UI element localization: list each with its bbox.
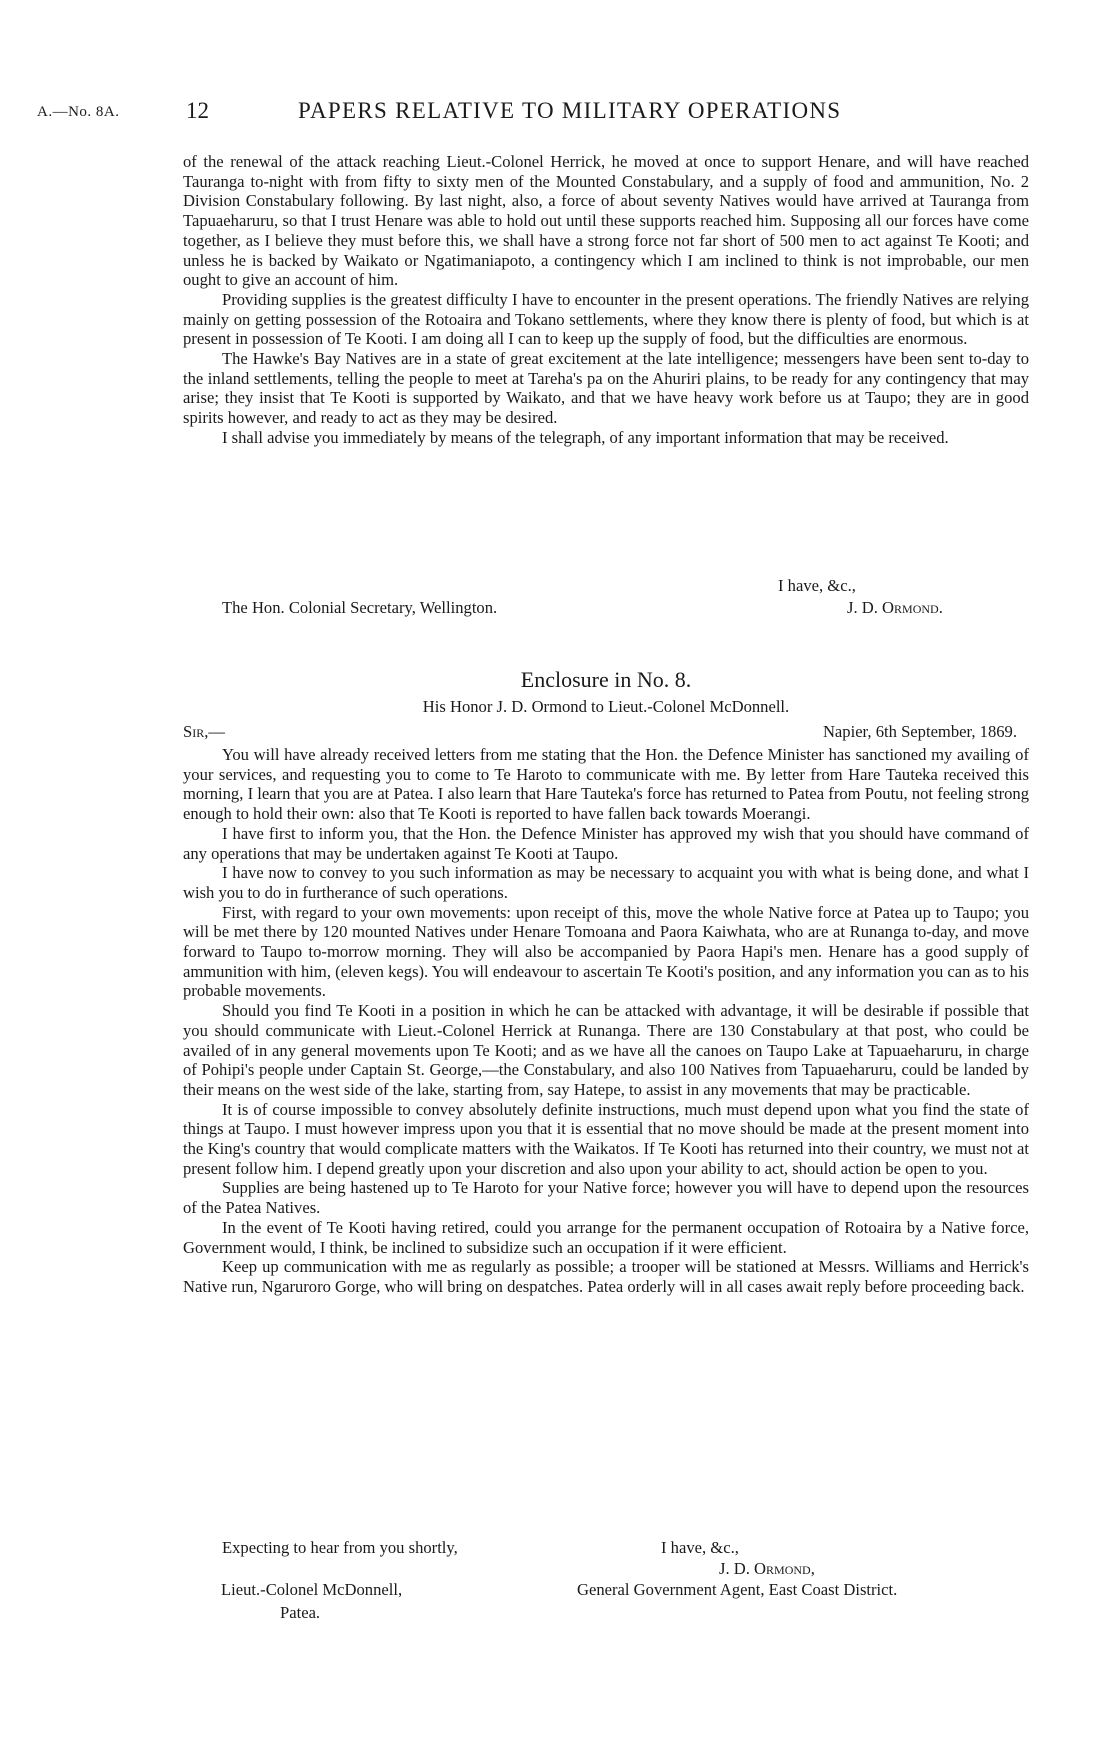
enclosure-addressee-place: Patea.: [280, 1603, 321, 1622]
enclosure-addressee-row: [183, 1580, 1029, 1600]
enclosure-heading: Enclosure in No. 8.: [520, 667, 692, 692]
salutation: Sir,—: [183, 722, 225, 741]
enclosure-addressee-name: Lieut.-Colonel McDonnell,: [221, 1580, 403, 1599]
place-date: Napier, 6th September, 1869.: [822, 722, 1017, 741]
enclosure-subheading: His Honor J. D. Ormond to Lieut.-Colonel McDonnell.: [422, 697, 790, 716]
letter-paragraph: I shall advise you immediately by means of the telegraph, of any important information that may be received.: [222, 427, 949, 447]
letter-closing-row: [183, 576, 1029, 596]
enclosure-paragraph: I have now to convey to you such information as may be necessary to acquaint you with what is being done, and what I wish you to do in furtherance of such operations.: [183, 863, 1029, 902]
enclosure-paragraph: First, with regard to your own movements: upon receipt of this, move the whole Native force at Patea up to Taupo; you will be met there by 120 mounted Natives under Henare Tomoana and Paora Kaiwhata, who are at Runanga to-day, and move forward to Taupo to-morrow morning. They will also be accompanied by Paora Hapi's men. Henare has a good supply of ammunition with him, (eleven kegs). You will endeavour to ascertain Te Kooti's position, and any information you can as to his probable movements.: [183, 902, 1029, 1001]
enclosure-signature: J. D. Ormond,: [719, 1559, 815, 1578]
page-number: 12: [186, 98, 209, 123]
enclosure-signature-row: [183, 1559, 1029, 1579]
letter-paragraph: The Hawke's Bay Natives are in a state of great excitement at the late intelligence; messengers have been sent to-day to the inland settlements, telling the people to meet at Tareha's pa on the Ahuriri plains, to be ready for any contingency that may arise; they insist that Te Kooti is supported by Waikato, and that we have heavy work before us at Taupo; they are in good spirits however, and ready to act as they may be desired.: [183, 349, 1029, 428]
letter-addressee: The Hon. Colonial Secretary, Wellington.: [222, 598, 498, 617]
enclosure-closing-row: [183, 1538, 1029, 1558]
letter-paragraph: Providing supplies is the greatest difficulty I have to encounter in the present operations. The friendly Natives are relying mainly on getting possession of the Rotoaira and Tokano settlements, where they know there is plenty of food, but which is at present in possession of Te Kooti. I am doing all I can to keep up the supply of food, but the difficulties are enormous.: [183, 289, 1029, 349]
enclosure-paragraph: Should you find Te Kooti in a position in which he can be attacked with advantage, it will be desirable if possible that you should communicate with Lieut.-Colonel Herrick at Runanga. There are 130 Constabulary at that post, who could be availed of in any general movements upon Te Kooti; and as we have all the canoes on Taupo Lake at Tapuaeharuru, in charge of Pohipi's people under Captain St. George,—the Constabulary, and also 100 Natives from Tapuaeharuru, could be landed by their means on the west side of the lake, starting from, say Hatepe, to assist in any movements that may be practicable.: [183, 1001, 1029, 1099]
salutation-row: [183, 722, 1029, 742]
page-header: [0, 98, 1114, 128]
letter-closing: I have, &c.,: [778, 576, 856, 595]
enclosure-place-row: [183, 1603, 1029, 1623]
enclosure-paragraph: I have first to inform you, that the Hon. the Defence Minister has approved my wish that you should have command of any operations that may be undertaken against Te Kooti at Taupo.: [183, 823, 1029, 863]
letter-paragraph: of the renewal of the attack reaching Lieut.-Colonel Herrick, he moved at once to support Henare, and will have reached Tauranga to-night with from fifty to sixty men of the Mounted Constabulary, and a supply of food and ammunition, No. 2 Division Constabulary following. By last night, also, a force of about seventy Natives would have arrived at Tauranga from Tapuaeharuru, so that I trust Henare was able to hold out until these supports reached him. Supposing all our forces have come together, as I believe they must before this, we shall have a strong force not far short of 500 men to act against Te Kooti; and unless he is backed by Waikato or Ngatimaniapoto, a contingency which I am inclined to think is not improbable, our men ought to give an account of him.: [183, 152, 1029, 290]
letter-continuation: [183, 152, 1029, 448]
enclosure-paragraph: Keep up communication with me as regularly as possible; a trooper will be stationed at Messrs. Williams and Herrick's Native run, Ngaruroro Gorge, who will bring on despatches. Patea orderly will in all cases await reply before proceeding back.: [183, 1257, 1029, 1296]
signature-title: General Government Agent, East Coast District.: [577, 1580, 898, 1599]
enclosure-paragraph: Supplies are being hastened up to Te Haroto for your Native force; however you will have to depend upon the resources of the Patea Natives.: [183, 1178, 1029, 1218]
running-title: PAPERS RELATIVE TO MILITARY OPERATIONS: [298, 98, 842, 123]
header-reference: A.—No. 8A.: [37, 104, 120, 120]
letter-signature: J. D. Ormond.: [847, 598, 943, 617]
letter-sign-row: [183, 598, 1029, 618]
enclosure-closing: I have, &c.,: [661, 1538, 739, 1557]
enclosure-paragraph: It is of course impossible to convey absolutely definite instructions, much must depend upon what you find the state of things at Taupo. I must however impress upon you that it is essential that no move should be made at the present moment into the King's country that would complicate matters with the Waikatos. If Te Kooti has returned into their country, we must not at present follow him. I depend greatly upon your discretion and also upon your ability to act, should action be open to you.: [183, 1099, 1029, 1178]
enclosure-paragraph: You will have already received letters from me stating that the Hon. the Defence Minister has sanctioned my availing of your services, and requesting you to come to Te Haroto to communicate with me. By letter from Hare Tauteka received this morning, I learn that you are at Patea. I also learn that Hare Tauteka's force has returned to Patea from Poutu, not feeling strong enough to hold their own: also that Te Kooti is reported to have fallen back towards Moerangi.: [183, 745, 1029, 824]
enclosure-body: [183, 745, 1029, 1297]
enclosure-paragraph: In the event of Te Kooti having retired, could you arrange for the permanent occupation of Rotoaira by a Native force, Government would, I think, be inclined to subsidize such an occupation if it were efficient.: [183, 1217, 1029, 1257]
expecting-line: Expecting to hear from you shortly,: [222, 1538, 458, 1557]
